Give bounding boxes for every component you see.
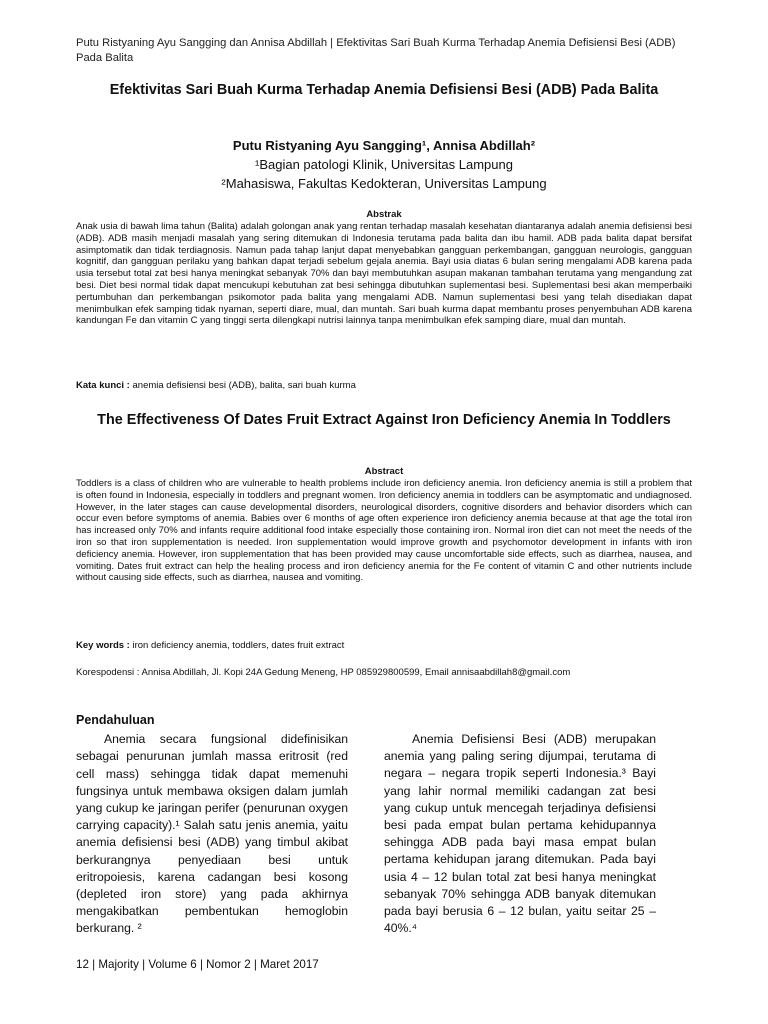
body-column-left bbox=[76, 712, 348, 938]
body-column-right bbox=[384, 731, 656, 937]
kata-kunci bbox=[76, 380, 692, 392]
section-heading-pendahuluan: Pendahuluan bbox=[76, 713, 155, 727]
body-paragraph: Anemia Defisiensi Besi (ADB) merupakan anemia yang paling sering dijumpai, terutama di negara – negara tropik seperti Indonesia.³ Bayi yang lahir normal memiliki cadangan zat besi yang cukup untuk mencegah terjadinya defisiensi besi pada empat bulan pertama kehidupannya sehingga ADB pada bayi masa empat bulan pertama kehidupan jarang ditemukan. Pada bayi usia 4 – 12 bulan total zat besi hanya meningkat sebanyak 70% sehingga ADB banyak ditemukan pada bayi berusia 6 – 12 bulan, yaitu seitar 25 – 40%.⁴ bbox=[384, 732, 656, 936]
key-words-text: iron deficiency anemia, toddlers, dates fruit extract bbox=[129, 640, 345, 651]
running-header: Putu Ristyaning Ayu Sangging dan Annisa Abdillah | Efektivitas Sari Buah Kurma Terhadap Anemia Defisiensi Besi (ADB) Pada Balita bbox=[76, 37, 676, 64]
body-paragraph: Anemia secara fungsional didefinisikan sebagai penurunan jumlah massa eritrosit (red cell mass) sehingga tidak dapat memenuhi fungsinya untuk membawa oksigen dalam jumlah yang cukup ke jaringan perifer (penurunan oxygen carrying capacity).¹ Salah satu jenis anemia, yaitu anemia defisiensi besi (ADB) yang timbul akibat berkurangnya penyediaan besi untuk eritropoiesis, karena cadangan besi kosong (depleted iron store) yang pada akhirnya mengakibatkan pembentukan hemoglobin berkurang. ² bbox=[76, 732, 348, 936]
article-title-indonesian: Efektivitas Sari Buah Kurma Terhadap Anemia Defisiensi Besi (ADB) Pada Balita bbox=[109, 82, 659, 98]
kata-kunci-label: Kata kunci : bbox=[76, 380, 130, 391]
affiliation-1: ¹Bagian patologi Klinik, Universitas Lampung bbox=[255, 157, 513, 172]
abstract-heading: Abstract bbox=[364, 466, 404, 477]
page-footer: 12 | Majority | Volume 6 | Nomor 2 | Maret 2017 bbox=[76, 958, 319, 971]
key-words-label: Key words : bbox=[76, 640, 130, 651]
abstrak-text: Anak usia di bawah lima tahun (Balita) adalah golongan anak yang rentan terhadap masalah kesehatan diantaranya adalah anemia defisiensi besi (ADB). ADB masih menjadi masalah yang sering ditemukan di Indonesia terutama pada balita dan ibu hamil. ADB pada balita dapat bersifat asimptomatik dan tidak terdiagnosis. Namun pada tahap lanjut dapat menyebabkan gangguan perkembangan, gangguan neurologis, gangguan kognitif, dan gangguan perilaku yang bahkan dapat terjadi sebelum gejala anemia. Bayi usia diatas 6 bulan sering mengalami ADB karena pada usia tersebut total zat besi hanya meningkat sebanyak 70% dan bayi membutuhkan asupan makanan tambahan terutama yang mengandung zat besi. Diet besi normal tidak dapat mencukupi kebutuhan zat besi sehingga dibutuhkan suplementasi besi. Suplementasi besi akan memperbaiki pertumbuhan dan perkembangan psikomotor pada balita yang mengalami ADB. Namun suplementasi besi yang telah disediakan dapat menimbulkan efek samping tidak nyaman, seperti diare, mual, dan muntah. Sari buah kurma dapat membantu proses penyembuhan ADB karena kandungan Fe dan vitamin C yang tinggi serta dilengkapi nutrisi lainnya tanpa menimbulkan efek samping diare, mual dan muntah. bbox=[76, 221, 692, 327]
author-names: Putu Ristyaning Ayu Sangging¹, Annisa Abdillah² bbox=[232, 138, 536, 153]
author-block bbox=[84, 136, 684, 193]
kata-kunci-text: anemia defisiensi besi (ADB), balita, sari buah kurma bbox=[129, 380, 356, 391]
article-title-english: The Effectiveness Of Dates Fruit Extract Against Iron Deficiency Anemia In Toddlers bbox=[97, 412, 671, 428]
correspondence: Korespodensi : Annisa Abdillah, Jl. Kopi 24A Gedung Meneng, HP 085929800599, Email annisaabdillah8@gmail.com bbox=[76, 667, 571, 678]
abstract-text: Toddlers is a class of children who are vulnerable to health problems include iron deficiency anemia. Iron deficiency anemia is still a problem that is often found in Indonesia, especially in toddlers and pregnant women. Iron deficiency anemia in toddlers can be asymptomatic and undiagnosed. However, in the later stages can cause developmental disorders, neurological disorders, cognitive disorders and behavior disorders which can occur even before symptoms of anemia. Babies over 6 months of age often experience iron deficiency anemia because at that age the total iron has increased only 70% and infants require additional food intake especially those containing iron. Normal iron diet can not meet the needs of the iron so that iron supplementation is needed. Iron supplementation would improve growth and psychomotor development in infants with iron deficiency anemia. However, iron supplementation that has been provided may cause uncomfortable side effects, such as diarrhea, nausea, and vomiting. Dates fruit extract can help the healing process and iron deficiency anemia for the Fe content of vitamin C and other nutrients include without causing side effects, such as diarrhea, nausea and vomiting. bbox=[76, 478, 692, 584]
key-words bbox=[76, 640, 692, 652]
affiliation-2: ²Mahasiswa, Fakultas Kedokteran, Universitas Lampung bbox=[221, 176, 547, 191]
abstrak-heading: Abstrak bbox=[366, 209, 402, 220]
